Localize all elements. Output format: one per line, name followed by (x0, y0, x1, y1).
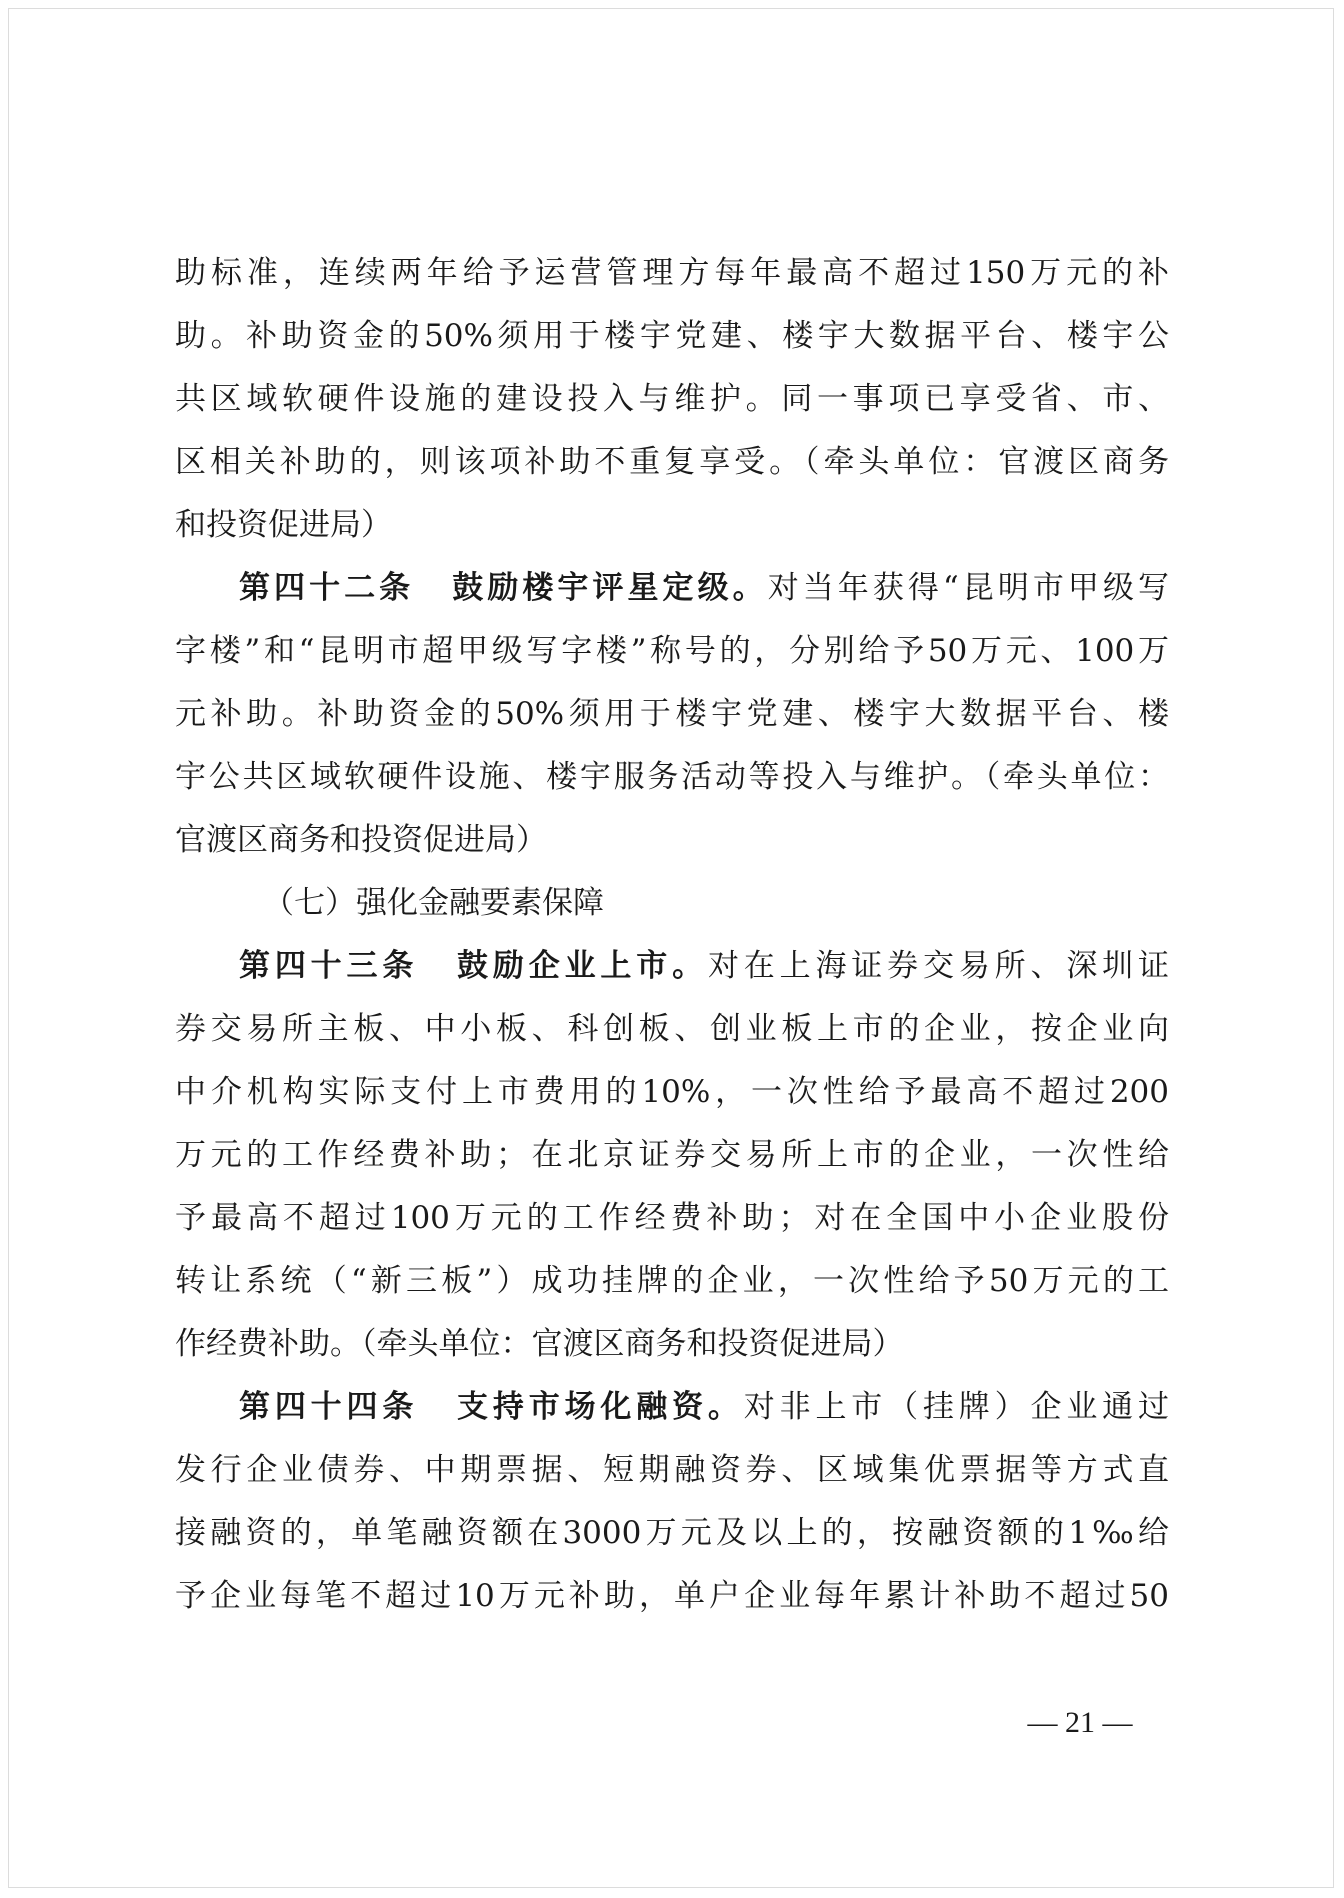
page-number: — 21 — (1027, 1706, 1133, 1739)
article-number: 第四十三条 (239, 948, 419, 984)
section-heading: （七）强化金融要素保障 (263, 885, 604, 921)
text-line: 字楼”和“昆明市超甲级写字楼”称号的，分别给予50万元、100万 (175, 633, 1169, 669)
article-43-first-line (175, 935, 1169, 998)
text-line: 作经费补助。（牵头单位：官渡区商务和投资促进局） (175, 1326, 904, 1362)
text-line: 共区域软硬件设施的建设投入与维护。同一事项已享受省、市、 (175, 381, 1169, 417)
text-line: 宇公共区域软硬件设施、楼宇服务活动等投入与维护。（牵头单位： (175, 759, 1169, 795)
article-text: 对非上市（挂牌）企业通过 (743, 1389, 1170, 1425)
text-line: 万元的工作经费补助；在北京证券交易所上市的企业，一次性给 (175, 1137, 1169, 1173)
text-line: 予企业每笔不超过10万元补助，单户企业每年累计补助不超过50 (175, 1578, 1169, 1614)
article-heading: 鼓励楼宇评星定级。 (448, 570, 768, 606)
article-number: 第四十四条 (239, 1389, 419, 1425)
text-line: 元补助。补助资金的50%须用于楼宇党建、楼宇大数据平台、楼 (175, 696, 1169, 732)
article-heading: 鼓励企业上市。 (452, 948, 708, 984)
article-text: 对在上海证券交易所、深圳证 (707, 948, 1170, 984)
text-line: 助标准，连续两年给予运营管理方每年最高不超过150万元的补 (175, 255, 1169, 291)
text-line: 转让系统（“新三板”）成功挂牌的企业，一次性给予50万元的工 (175, 1263, 1169, 1299)
text-line: 予最高不超过100万元的工作经费补助；对在全国中小企业股份 (175, 1200, 1169, 1236)
text-line: 助。补助资金的50%须用于楼宇党建、楼宇大数据平台、楼宇公 (175, 318, 1169, 354)
article-44-first-line (175, 1376, 1169, 1439)
text-line: 和投资促进局） (175, 507, 392, 543)
document-body (175, 242, 1169, 1628)
text-line: 发行企业债券、中期票据、短期融资券、区域集优票据等方式直 (175, 1452, 1169, 1488)
text-line: 官渡区商务和投资促进局） (175, 822, 547, 858)
text-line: 区相关补助的，则该项补助不重复享受。（牵头单位：官渡区商务 (175, 444, 1169, 480)
text-line: 接融资的，单笔融资额在3000万元及以上的，按融资额的1‰给 (175, 1515, 1169, 1551)
article-42-first-line (175, 557, 1169, 620)
text-line: 券交易所主板、中小板、科创板、创业板上市的企业，按企业向 (175, 1011, 1169, 1047)
article-heading: 支持市场化融资。 (452, 1389, 744, 1425)
article-number: 第四十二条 (239, 570, 415, 606)
text-line: 中介机构实际支付上市费用的10%，一次性给予最高不超过200 (175, 1074, 1169, 1110)
article-text: 对当年获得“昆明市甲级写 (767, 570, 1170, 606)
